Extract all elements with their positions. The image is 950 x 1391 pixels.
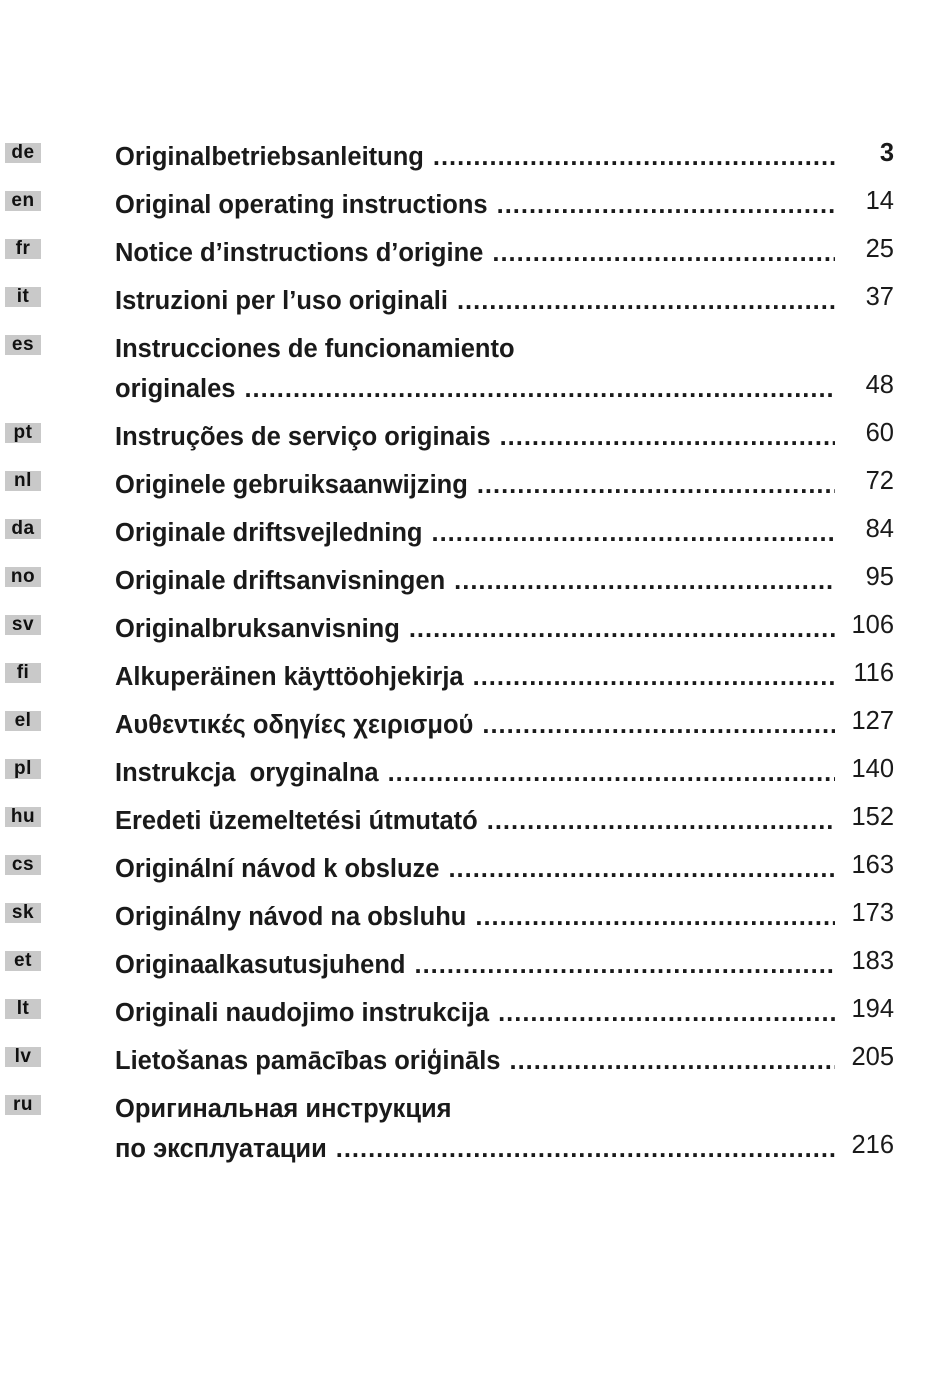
page-number: 140	[851, 755, 894, 783]
entry-title: Originální návod k obsluze	[115, 855, 440, 883]
toc-entry-en[interactable]	[0, 174, 950, 222]
entry-title: Instruções de serviço originais	[115, 423, 491, 451]
entry-title-line2: originales	[115, 375, 236, 403]
dot-leader	[482, 710, 835, 740]
language-badge: ru	[5, 1095, 41, 1115]
language-badge: sk	[5, 903, 41, 923]
dot-leader	[477, 470, 835, 500]
toc-entry-fi[interactable]	[0, 646, 950, 694]
dot-leader	[492, 238, 835, 268]
dot-leader	[244, 374, 835, 404]
entry-title-line2: по эксплуатации	[115, 1135, 327, 1163]
entry-title: Αυθεντικές οδηγίες χειρισμού	[115, 711, 474, 739]
page-number: 72	[865, 467, 894, 495]
entry-title: Originalbetriebsanleitung	[115, 143, 424, 171]
page-number: 116	[853, 659, 894, 687]
language-badge: no	[5, 567, 41, 587]
page-number: 163	[851, 851, 894, 879]
toc-entry-cs[interactable]	[0, 838, 950, 886]
dot-leader	[433, 142, 835, 172]
toc-entry-ru[interactable]	[0, 1078, 950, 1166]
language-badge: da	[5, 519, 41, 539]
language-badge: sv	[5, 615, 41, 635]
toc-entry-da[interactable]	[0, 502, 950, 550]
entry-title: Instrukcja oryginalna	[115, 759, 379, 787]
toc-entry-el[interactable]	[0, 694, 950, 742]
dot-leader	[431, 518, 835, 548]
language-badge: fr	[5, 239, 41, 259]
page-number: 127	[851, 707, 894, 735]
entry-title: Istruzioni per l’uso originali	[115, 287, 448, 315]
dot-leader	[388, 758, 835, 788]
toc-entry-pl[interactable]	[0, 742, 950, 790]
page-number: 173	[851, 899, 894, 927]
dot-leader	[500, 422, 835, 452]
page-number: 106	[851, 611, 894, 639]
dot-leader	[473, 662, 835, 692]
page-number: 25	[865, 235, 894, 263]
dot-leader	[457, 286, 835, 316]
page-number: 60	[865, 419, 894, 447]
dot-leader	[414, 950, 835, 980]
language-badge: cs	[5, 855, 41, 875]
page-number: 194	[851, 995, 894, 1023]
entry-title: Alkuperäinen käyttöohjekirja	[115, 663, 464, 691]
language-badge: lt	[5, 999, 41, 1019]
entry-title: Original operating instructions	[115, 191, 488, 219]
language-badge: it	[5, 287, 41, 307]
page-number: 95	[865, 563, 894, 591]
toc-entry-no[interactable]	[0, 550, 950, 598]
entry-title: Originale driftsanvisningen	[115, 567, 446, 595]
dot-leader	[475, 902, 835, 932]
toc-entry-fr[interactable]	[0, 222, 950, 270]
entry-title: Originalbruksanvisning	[115, 615, 400, 643]
toc-entry-es[interactable]	[0, 318, 950, 406]
page-number: 48	[865, 371, 894, 399]
dot-leader	[509, 1046, 835, 1076]
toc-entry-hu[interactable]	[0, 790, 950, 838]
toc-entry-it[interactable]	[0, 270, 950, 318]
entry-title: Originálny návod na obsluhu	[115, 903, 467, 931]
language-badge: et	[5, 951, 41, 971]
entry-title-line1: Instrucciones de funcionamiento	[115, 335, 515, 363]
language-badge: el	[5, 711, 41, 731]
page-number: 84	[865, 515, 894, 543]
toc-entry-de[interactable]	[0, 126, 950, 174]
entry-title-line1: Оригинальная инструкция	[115, 1095, 452, 1123]
entry-title: Originali naudojimo instrukcija	[115, 999, 490, 1027]
language-badge: hu	[5, 807, 41, 827]
toc-entry-et[interactable]	[0, 934, 950, 982]
table-of-contents	[0, 126, 950, 1166]
entry-title: Originaalkasutusjuhend	[115, 951, 406, 979]
entry-title: Originale driftsvejledning	[115, 519, 423, 547]
page-number: 3	[879, 139, 894, 167]
page-number: 152	[851, 803, 894, 831]
entry-title: Eredeti üzemeltetési útmutató	[115, 807, 478, 835]
dot-leader	[336, 1134, 835, 1164]
dot-leader	[498, 998, 835, 1028]
toc-entry-lt[interactable]	[0, 982, 950, 1030]
dot-leader	[448, 854, 835, 884]
page-number: 216	[851, 1131, 894, 1159]
page-number: 37	[865, 283, 894, 311]
toc-entry-sv[interactable]	[0, 598, 950, 646]
language-badge: pt	[5, 423, 41, 443]
toc-entry-sk[interactable]	[0, 886, 950, 934]
dot-leader	[487, 806, 835, 836]
entry-title: Notice d’instructions d’origine	[115, 239, 484, 267]
language-badge: en	[5, 191, 41, 211]
dot-leader	[409, 614, 835, 644]
page-number: 14	[865, 187, 894, 215]
toc-entry-lv[interactable]	[0, 1030, 950, 1078]
page-number: 205	[851, 1043, 894, 1071]
language-badge: pl	[5, 759, 41, 779]
entry-title: Lietošanas pamācības oriģināls	[115, 1047, 501, 1075]
page-number: 183	[851, 947, 894, 975]
language-badge: fi	[5, 663, 41, 683]
toc-entry-pt[interactable]	[0, 406, 950, 454]
language-badge: lv	[5, 1047, 41, 1067]
entry-title: Originele gebruiksaanwijzing	[115, 471, 468, 499]
language-badge: de	[5, 143, 41, 163]
dot-leader	[497, 190, 835, 220]
toc-entry-nl[interactable]	[0, 454, 950, 502]
dot-leader	[454, 566, 835, 596]
language-badge: es	[5, 335, 41, 355]
language-badge: nl	[5, 471, 41, 491]
